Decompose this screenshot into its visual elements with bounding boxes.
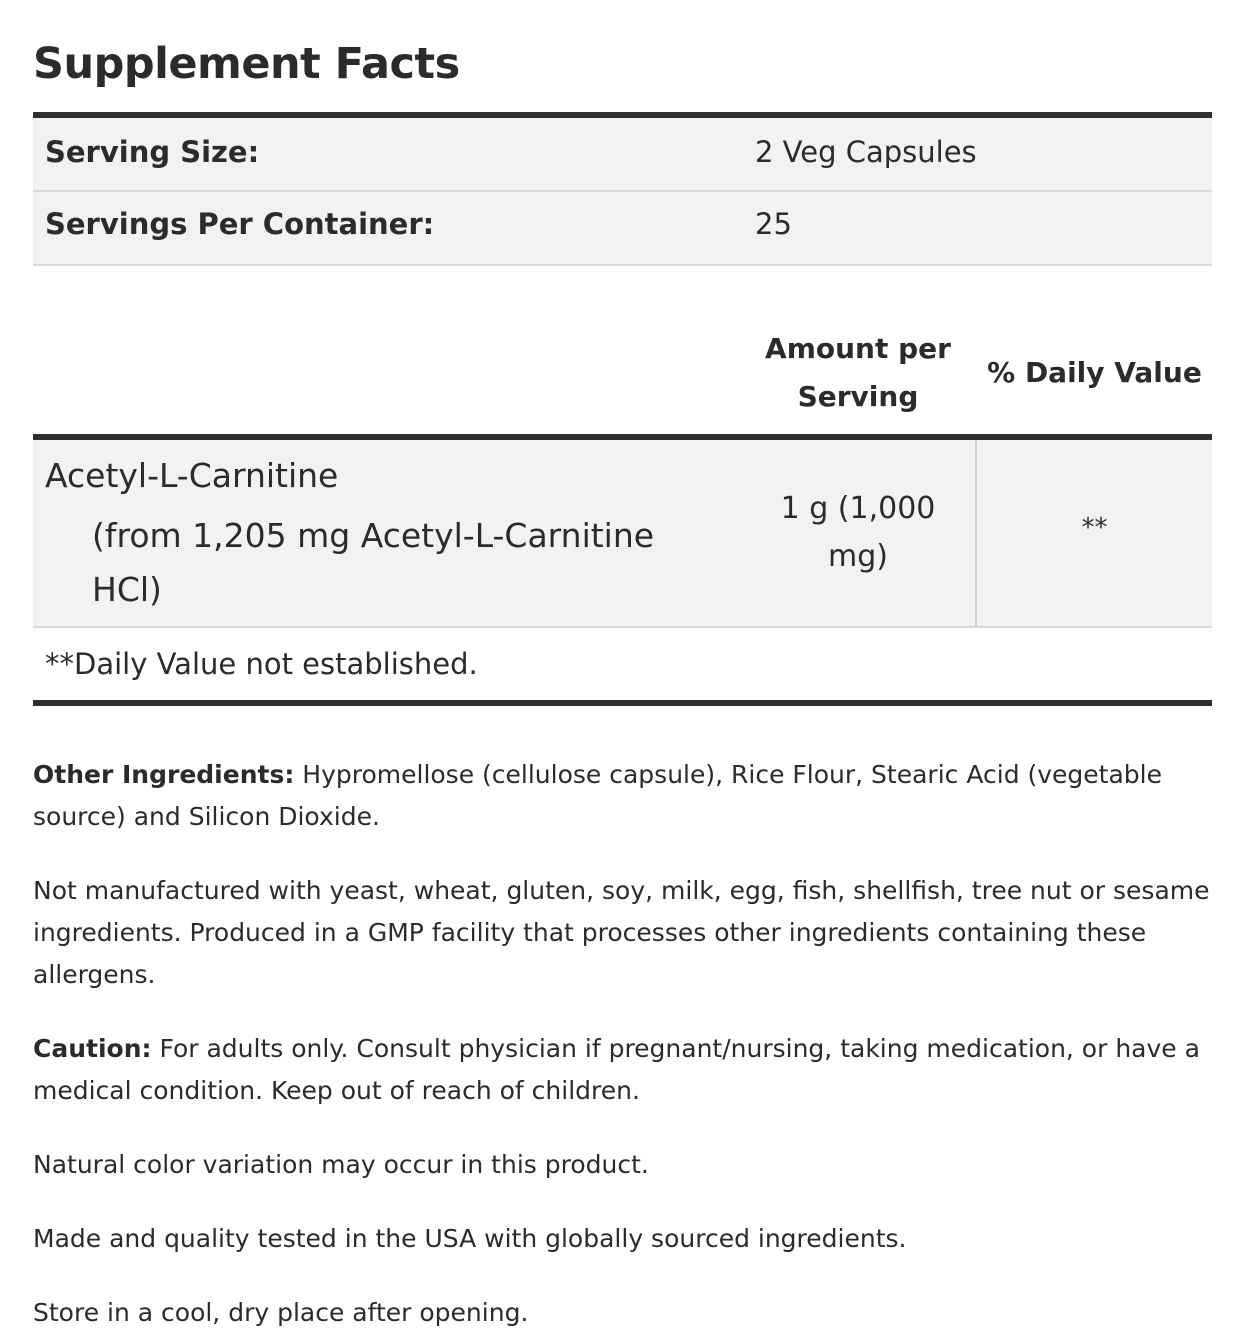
amount-per-serving-header: Amount per Serving — [765, 332, 951, 413]
allergen-statement: Not manufactured with yeast, wheat, gluten, soy, milk, egg, fish, shellfish, tree nut or sesame ingredients. Produced in a GMP facility that processes other ingredients containing these allergens. — [33, 876, 1210, 989]
caution-label: Caution: — [33, 1034, 152, 1063]
other-ingredients-text: Hypromellose (cellulose capsule), Rice Flour, Stearic Acid (vegetable source) and Silicon Dioxide. — [33, 760, 1163, 831]
servings-per-container-row — [33, 192, 1212, 266]
origin-note: Made and quality tested in the USA with globally sourced ingredients. — [33, 1224, 907, 1253]
other-ingredients — [33, 754, 1212, 838]
caution-statement — [33, 1028, 1212, 1112]
ingredient-amount: 1 g (1,000 mg) — [780, 491, 936, 574]
bottom-heavy-rule — [33, 700, 1212, 706]
serving-size-value: 2 Veg Capsules — [755, 135, 977, 169]
other-ingredients-label: Other Ingredients: — [33, 760, 295, 789]
daily-value-header: % Daily Value — [987, 356, 1202, 389]
storage-note: Store in a cool, dry place after opening. — [33, 1298, 529, 1327]
page-title: Supplement Facts — [33, 39, 460, 89]
color-variation-note: Natural color variation may occur in this product. — [33, 1150, 649, 1179]
ingredient-name: Acetyl-L-Carnitine — [45, 456, 339, 495]
ingredient-row — [33, 440, 1212, 628]
caution-text: For adults only. Consult physician if pregnant/nursing, taking medication, or have a medical condition. Keep out of reach of children. — [33, 1034, 1200, 1105]
servings-per-container-label: Servings Per Container: — [45, 207, 435, 241]
ingredient-daily-value: ** — [1081, 513, 1108, 543]
ingredient-source: (from 1,205 mg Acetyl-L-Carnitine HCl) — [92, 516, 655, 609]
daily-value-footnote: **Daily Value not established. — [45, 647, 478, 681]
serving-size-row — [33, 118, 1212, 192]
serving-size-label: Serving Size: — [45, 135, 260, 169]
servings-per-container-value: 25 — [755, 207, 792, 241]
